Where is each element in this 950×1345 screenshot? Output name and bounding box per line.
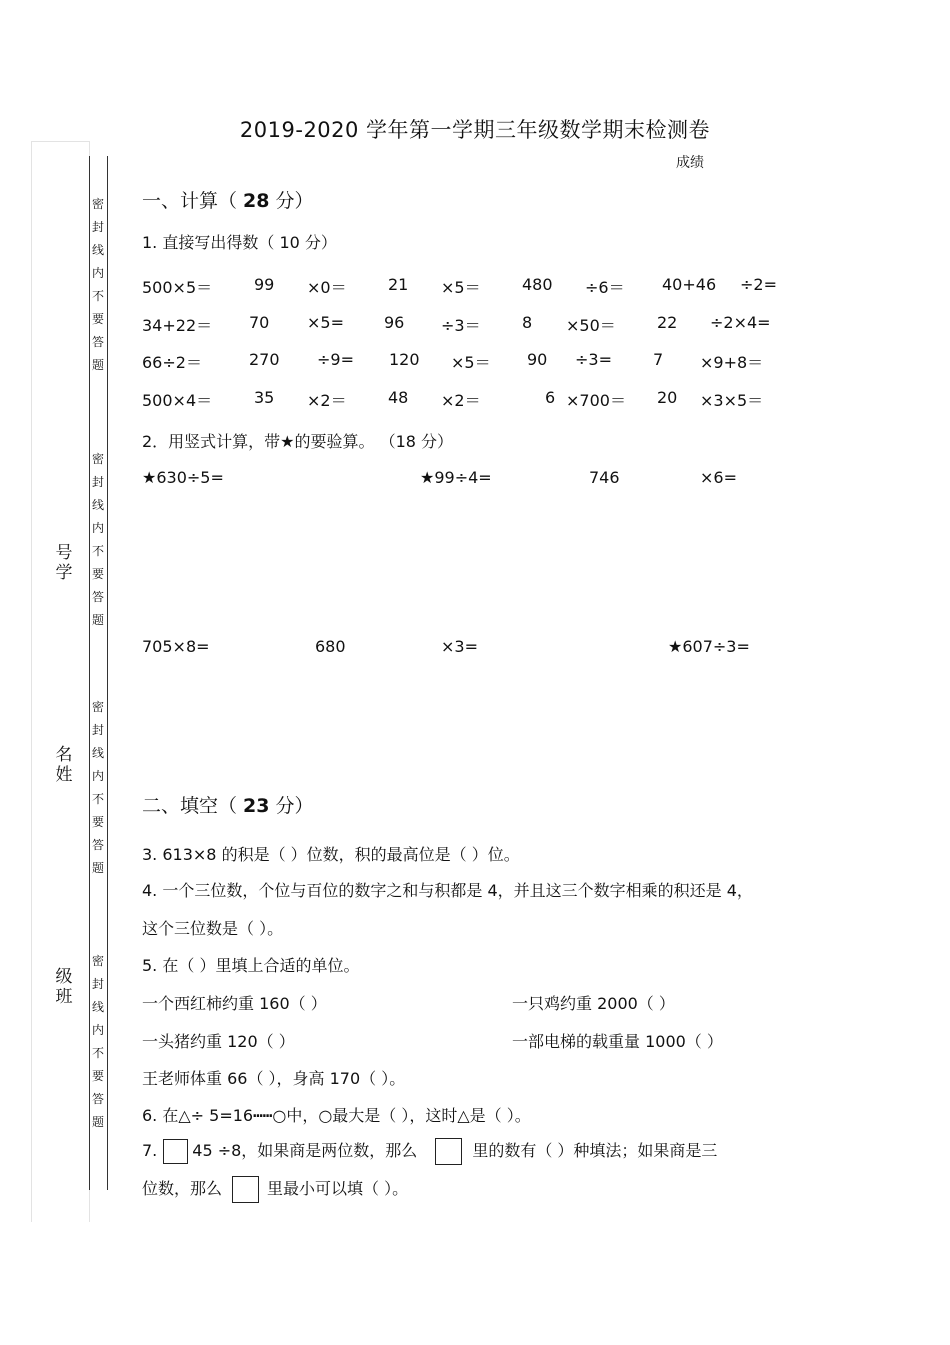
seal-notice: 密封线内不要答题	[91, 954, 104, 1129]
blank-box[interactable]	[232, 1176, 259, 1203]
grid-cell: ÷6＝	[585, 278, 625, 297]
grid-cell: ×700＝	[566, 391, 626, 410]
unit-item: 一只鸡约重 2000（ ）	[512, 994, 675, 1013]
grid-cell: 99	[254, 275, 275, 294]
question-4-line2: 这个三位数是（ ）。	[142, 919, 284, 938]
calc-item: 705×8=	[142, 637, 210, 656]
section-heading-suffix: 分）	[269, 190, 314, 212]
section-points: 23	[243, 795, 270, 817]
unit-item: 一头猪约重 120（ ）	[142, 1032, 295, 1051]
grid-cell: 35	[254, 388, 275, 407]
class-label: 级班	[55, 967, 73, 1007]
section-heading-suffix: 分）	[269, 795, 314, 817]
question-6: 6. 在△÷ 5=16┅┅○中，○最大是（ ），这时△是（ ）。	[142, 1106, 531, 1125]
question-7-line1	[142, 1137, 717, 1165]
unit-item: 一个西红柿约重 160（ ）	[142, 994, 327, 1013]
calc-item: ★630÷5=	[142, 468, 224, 487]
grid-cell: ×5＝	[451, 353, 491, 372]
section-heading-prefix: 一、计算（	[142, 190, 244, 212]
score-label: 成绩	[676, 155, 704, 171]
margin-line-inner	[107, 156, 108, 1190]
question-5: 5. 在（ ）里填上合适的单位。	[142, 956, 360, 975]
grid-cell: 21	[388, 275, 409, 294]
question-7-line2	[142, 1175, 408, 1203]
grid-cell: ÷3=	[575, 350, 612, 369]
grid-cell: 22	[657, 313, 678, 332]
margin-line-outer	[89, 156, 90, 1190]
section-points: 28	[243, 190, 270, 212]
grid-cell: 66÷2＝	[142, 353, 202, 372]
grid-cell: ÷2×4=	[710, 313, 771, 332]
blank-box[interactable]	[163, 1139, 188, 1164]
seal-notice: 密封线内不要答题	[91, 700, 104, 875]
grid-cell: 90	[527, 350, 548, 369]
question-3: 3. 613×8 的积是（ ）位数，积的最高位是（ ）位。	[142, 845, 520, 864]
grid-cell: ÷9=	[317, 350, 354, 369]
grid-cell: 96	[384, 313, 405, 332]
grid-cell: 48	[388, 388, 409, 407]
seal-notice: 密封线内不要答题	[91, 452, 104, 627]
blank-box[interactable]	[435, 1138, 462, 1165]
question-7-text: 45 ÷8，如果商是两位数，那么	[192, 1141, 418, 1160]
section-heading	[142, 186, 314, 213]
grid-cell: 34+22＝	[142, 316, 213, 335]
section-heading-prefix: 二、填空（	[142, 795, 244, 817]
grid-cell: 8	[522, 313, 533, 332]
calc-item: ×3=	[441, 637, 478, 656]
grid-cell: 70	[249, 313, 270, 332]
grid-cell: 6	[545, 388, 556, 407]
calc-item: 680	[315, 637, 346, 656]
binding-margin	[31, 141, 90, 1222]
unit-item: 一部电梯的载重量 1000（ ）	[512, 1032, 723, 1051]
unit-item: 王老师体重 66（ ），身高 170（ ）。	[142, 1069, 406, 1088]
grid-cell: ÷2=	[740, 275, 777, 294]
question-7-text: 里的数有（ ）种填法；如果商是三	[472, 1141, 718, 1160]
grid-cell: ÷3＝	[441, 316, 481, 335]
question-number: 7.	[142, 1141, 158, 1160]
grid-cell: ×0＝	[307, 278, 347, 297]
grid-cell: 20	[657, 388, 678, 407]
question-4-line1: 4. 一个三位数，个位与百位的数字之和与积都是 4，并且这三个数字相乘的积还是 4，	[142, 881, 753, 900]
grid-cell: ×2＝	[307, 391, 347, 410]
grid-cell: ×5=	[307, 313, 344, 332]
question-7-text: 里最小可以填（ ）。	[267, 1179, 409, 1198]
student-id-label: 号学	[55, 543, 73, 583]
calc-item: 746	[589, 468, 620, 487]
grid-cell: ×2＝	[441, 391, 481, 410]
name-label: 名姓	[55, 745, 73, 785]
calc-item: ★99÷4=	[420, 468, 492, 487]
grid-cell: ×3×5＝	[700, 391, 764, 410]
grid-cell: 270	[249, 350, 280, 369]
calc-item: ×6=	[700, 468, 737, 487]
section-heading	[142, 791, 314, 818]
grid-cell: 40+46	[662, 275, 717, 294]
grid-cell: 7	[653, 350, 664, 369]
calc-item: ★607÷3=	[668, 637, 750, 656]
grid-cell: 120	[389, 350, 420, 369]
grid-cell: ×5＝	[441, 278, 481, 297]
page-title: 2019-2020 学年第一学期三年级数学期末检测卷	[239, 118, 711, 142]
question-title: 2．用竖式计算，带★的要验算。 （18 分）	[142, 432, 454, 451]
grid-cell: 500×4＝	[142, 391, 213, 410]
grid-cell: 480	[522, 275, 553, 294]
question-title: 1. 直接写出得数（ 10 分）	[142, 233, 337, 252]
grid-cell: ×9+8＝	[700, 353, 764, 372]
grid-cell: 500×5＝	[142, 278, 213, 297]
grid-cell: ×50＝	[566, 316, 616, 335]
seal-notice: 密封线内不要答题	[91, 197, 104, 372]
question-7-text: 位数，那么	[142, 1179, 223, 1198]
